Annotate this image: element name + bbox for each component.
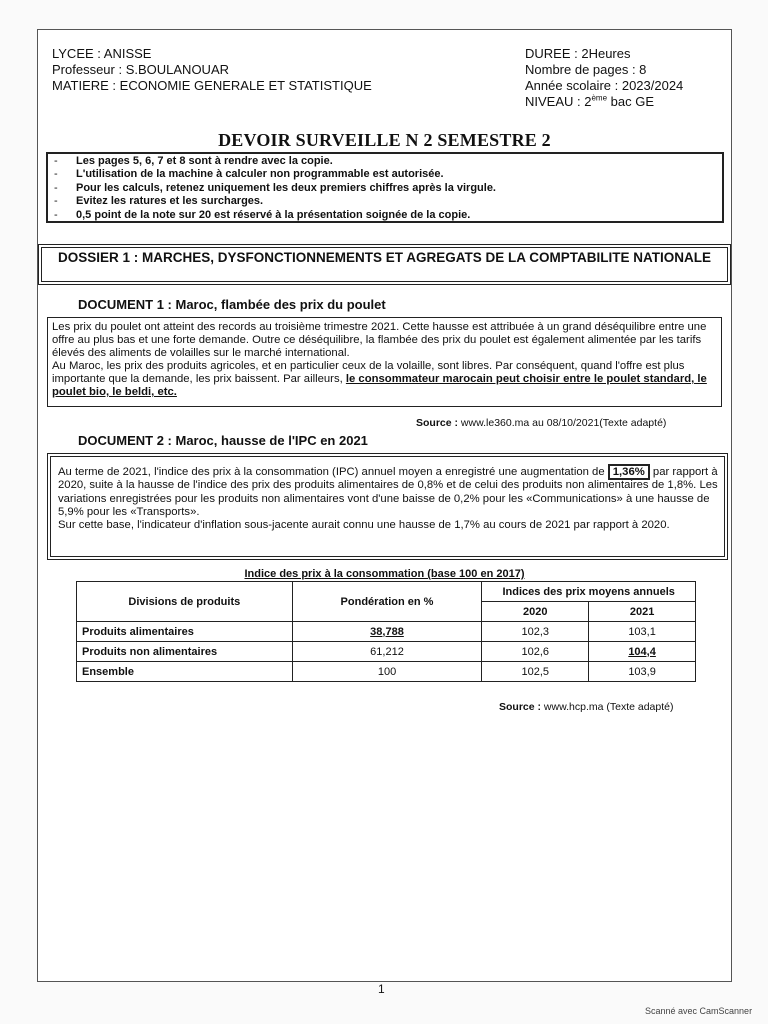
source-text: www.le360.ma au 08/10/2021(Texte adapté) [458, 417, 667, 429]
document-2-paragraph-2: Sur cette base, l'indicateur d'inflation sous-jacente aurait connu une hausse de 1,7% au cours de 2021 par rapport à 2020. [58, 519, 670, 532]
school-year: Année scolaire : 2023/2024 [525, 78, 684, 93]
class-level [525, 94, 683, 110]
document-1-paragraph-2-start: Au Maroc, les prix des produits agricoles, et en particulier ceux de la volaille, sont libres. Par conséquent, quand l'offre est plus importante que la demande, les prix baissent. Par ailleurs, [52, 360, 685, 385]
document-1-source [416, 417, 666, 429]
table-row [77, 622, 696, 642]
instruction-item [54, 168, 716, 181]
document-1-paragraph-2 [52, 360, 717, 399]
header-year-2020: 2020 [482, 602, 589, 622]
exam-duration: DUREE : 2Heures [525, 46, 631, 61]
level-suffix: bac GE [607, 94, 654, 109]
school-name: LYCEE : ANISSE [52, 46, 152, 61]
instruction-dash: - [54, 208, 58, 221]
exam-page [37, 29, 732, 982]
teacher-name: Professeur : S.BOULANOUAR [52, 62, 229, 77]
document-1-text [47, 317, 722, 407]
row-2021: 103,1 [589, 622, 696, 642]
instruction-text: L'utilisation de la machine à calculer non programmable est autorisée. [76, 168, 444, 181]
source-label: Source : [499, 701, 542, 713]
row-2020: 102,6 [482, 642, 589, 662]
row-weight: 61,212 [292, 642, 482, 662]
instruction-item [54, 182, 716, 195]
instruction-text: Pour les calculs, retenez uniquement les deux premiers chiffres après la virgule. [76, 181, 496, 194]
instruction-text: 0,5 point de la note sur 20 est réservé à la présentation soignée de la copie. [76, 208, 471, 221]
instruction-dash: - [54, 155, 58, 167]
instructions-box [46, 152, 724, 223]
table-header-row [77, 582, 696, 602]
scanner-watermark: Scanné avec CamScanner [645, 1006, 753, 1016]
document-2-text [50, 456, 725, 557]
document-2-source [499, 701, 674, 713]
header-weight: Pondération en % [292, 582, 482, 622]
table-row [77, 662, 696, 682]
table-row [77, 642, 696, 662]
document-1-emphasis: le consommateur marocain peut choisir entre le poulet standard, le poulet bio, le beldi, etc. [52, 373, 707, 398]
row-weight: 100 [292, 662, 482, 682]
instruction-item [54, 155, 716, 168]
table-title: Indice des prix à la consommation (base 100 en 2017) [244, 568, 525, 580]
level-superscript: ème [591, 93, 608, 103]
row-label: Produits alimentaires [77, 622, 293, 642]
document-2-paragraph-1 [58, 466, 718, 519]
level-prefix: NIVEAU : 2 [525, 94, 592, 109]
header-divisions: Divisions de produits [77, 582, 293, 622]
instruction-dash: - [54, 181, 58, 194]
header-right [525, 46, 683, 110]
document-2-text-frame [47, 453, 728, 560]
highlighted-value: 104,4 [628, 645, 656, 658]
document-2-p1-end: par rapport à 2020, suite à la hausse de l'indice des prix des produits alimentaires de 0,8% et de celui des produits non alimentaires de 1,8%. Les variations enregistrées pour les produits non alimentaires vont d'une baisse de 0,2% pour les «Communications» à une hausse de 5,9% pour les «Transports». [58, 466, 718, 518]
document-2-p1-start: Au terme de 2021, l'indice des prix à la consommation (IPC) annuel moyen a enregistré une augmentation de [58, 466, 608, 478]
header-indices: Indices des prix moyens annuels [482, 582, 696, 602]
instruction-text: Les pages 5, 6, 7 et 8 sont à rendre avec la copie. [76, 155, 333, 167]
instruction-dash: - [54, 168, 58, 181]
page-count: Nombre de pages : 8 [525, 62, 647, 77]
instruction-text: Evitez les ratures et les surcharges. [76, 195, 264, 208]
dossier-title: DOSSIER 1 : MARCHES, DYSFONCTIONNEMENTS ET AGREGATS DE LA COMPTABILITE NATIONALE [41, 247, 728, 282]
subject-name: MATIERE : ECONOMIE GENERALE ET STATISTIQUE [52, 78, 372, 93]
ipc-increase-value: 1,36% [608, 464, 650, 480]
row-2020: 102,3 [482, 622, 589, 642]
row-2021 [589, 642, 696, 662]
exam-title: DEVOIR SURVEILLE N 2 SEMESTRE 2 [218, 130, 551, 150]
row-label: Produits non alimentaires [77, 642, 293, 662]
instruction-item [54, 195, 716, 208]
dossier-heading [38, 244, 731, 285]
header-left [52, 46, 372, 94]
instruction-dash: - [54, 195, 58, 208]
source-text: www.hcp.ma (Texte adapté) [541, 701, 674, 713]
page-number: 1 [378, 982, 385, 996]
document-2-title: DOCUMENT 2 : Maroc, hausse de l'IPC en 2021 [78, 433, 368, 448]
document-1-title: DOCUMENT 1 : Maroc, flambée des prix du poulet [78, 297, 386, 312]
source-label: Source : [416, 417, 459, 429]
row-label: Ensemble [77, 662, 293, 682]
header-year-2021: 2021 [589, 602, 696, 622]
document-1-paragraph-1: Les prix du poulet ont atteint des records au troisième trimestre 2021. Cette hausse est attribuée à un grand déséquilibre entre une offre au plus bas et une forte demande. Outre ce déséquilibre, la flambée des prix du poulet est également alimentée par les tarifs élevés des aliments de volailles sur le marché international. [52, 321, 707, 359]
row-weight [292, 622, 482, 642]
instruction-item [54, 209, 716, 222]
row-2020: 102,5 [482, 662, 589, 682]
ipc-table [76, 581, 696, 682]
highlighted-value: 38,788 [370, 625, 404, 638]
row-2021: 103,9 [589, 662, 696, 682]
